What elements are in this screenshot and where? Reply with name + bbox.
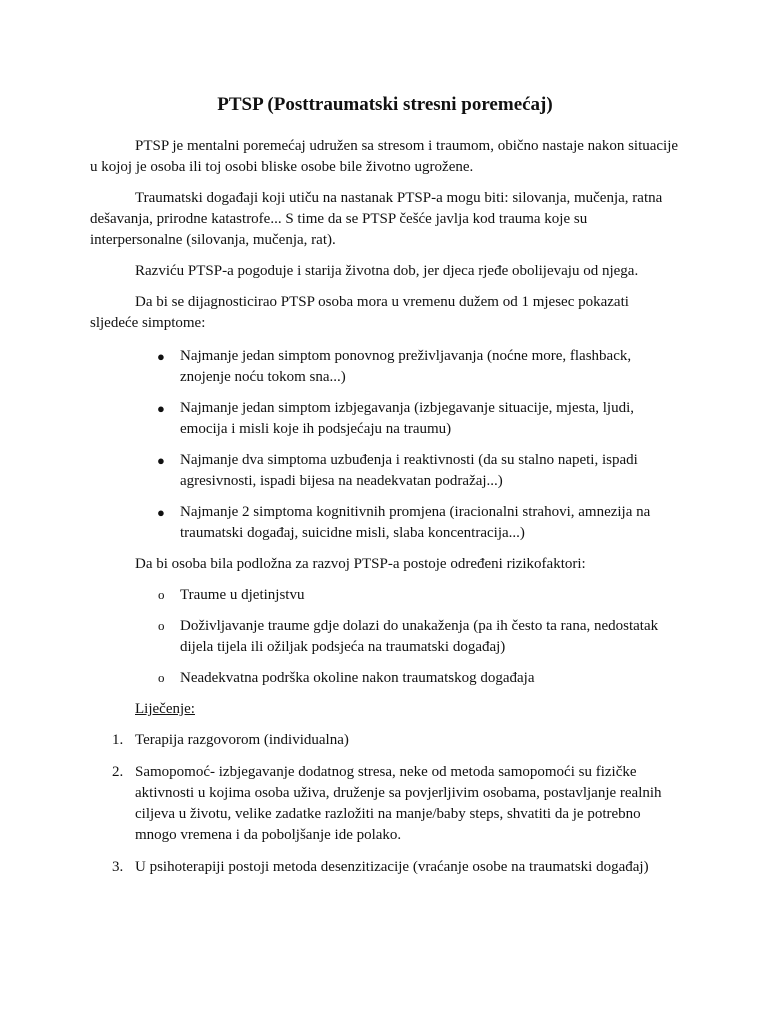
list-item [90, 585, 680, 606]
list-item [90, 730, 680, 751]
risk-factor-text: Traume u djetinjstvu [180, 587, 305, 603]
paragraph-traumatic-events: Traumatski događaji koji utiču na nastanak PTSP-a mogu biti: silovanja, mučenja, ratna dešavanja, prirodne katastrofe... S time da se PTSP češće javlja kod trauma koje su interpersonalne (silovanja, mučenja, rat). [90, 190, 663, 248]
treatment-heading: Liječenje: [135, 701, 195, 717]
symptom-text: Najmanje 2 simptoma kognitivnih promjena (iracionalni strahovi, amnezija na traumatski događaj, suicidne misli, slaba koncentracija...) [180, 504, 651, 541]
bullet-icon: ● [157, 401, 165, 416]
paragraph-definition: PTSP je mentalni poremećaj udružen sa stresom i traumom, obično nastaje nakon situacije u kojoj je osoba ili toj osobi bliske osobe bile životno ugrožene. [90, 138, 679, 175]
list-item [90, 450, 680, 492]
bullet-icon: ● [157, 505, 165, 520]
list-number: 3. [112, 859, 124, 875]
list-number: 1. [112, 732, 124, 748]
symptom-text: Najmanje jedan simptom ponovnog preživljavanja (noćne more, flashback, znojenje noću tokom sna...) [180, 348, 632, 385]
document-page [90, 92, 680, 889]
bullet-icon: ● [157, 453, 165, 468]
circle-bullet-icon: o [158, 618, 165, 633]
bullet-icon: ● [157, 349, 165, 364]
list-item [90, 398, 680, 440]
list-item [90, 502, 680, 544]
circle-bullet-icon: o [158, 587, 165, 602]
document-title: PTSP (Posttraumatski stresni poremećaj) [217, 94, 553, 115]
treatment-text: Samopomoć- izbjegavanje dodatnog stresa, neke od metoda samopomoći su fizičke aktivnosti u kojima osoba uživa, druženje sa povjerljivim osobama, postavljanje realnih ciljeva u životu, velike zadatke razložiti na manje/baby steps, shvatiti da je potrebno mnogo vremena i da poboljšanje ide polako. [135, 764, 662, 843]
symptom-list [90, 346, 680, 544]
list-item [90, 346, 680, 388]
symptom-text: Najmanje jedan simptom izbjegavanja (izbjegavanje situacije, mjesta, ljudi, emocija i misli koje ih podsjećaju na traumu) [180, 400, 635, 437]
list-item [90, 857, 680, 878]
list-item [90, 668, 680, 689]
treatment-text: U psihoterapiji postoji metoda desenzitizacije (vraćanje osobe na traumatski događaj) [135, 859, 649, 875]
treatment-text: Terapija razgovorom (individualna) [135, 732, 349, 748]
symptom-text: Najmanje dva simptoma uzbuđenja i reaktivnosti (da su stalno napeti, ispadi agresivnosti, ispadi bijesa na neadekvatan podražaj...) [180, 452, 638, 489]
risk-factor-text: Neadekvatna podrška okoline nakon traumatskog događaja [180, 670, 535, 686]
list-number: 2. [112, 764, 124, 780]
list-item [90, 762, 680, 846]
list-item [90, 616, 680, 658]
paragraph-diagnosis: Da bi se dijagnosticirao PTSP osoba mora u vremenu dužem od 1 mjesec pokazati sljedeće simptome: [90, 294, 629, 331]
risk-factor-text: Doživljavanje traume gdje dolazi do unakaženja (pa ih često ta rana, nedostatak dijela tijela ili ožiljak podsjeća na traumatski događaj) [180, 618, 659, 655]
treatment-list [90, 730, 680, 878]
circle-bullet-icon: o [158, 670, 165, 685]
paragraph-age-factor: Razviću PTSP-a pogoduje i starija životna dob, jer djeca rjeđe obolijevaju od njega. [135, 263, 639, 279]
paragraph-risk-intro: Da bi osoba bila podložna za razvoj PTSP-a postoje određeni rizikofaktori: [135, 556, 586, 572]
risk-factor-list [90, 585, 680, 689]
